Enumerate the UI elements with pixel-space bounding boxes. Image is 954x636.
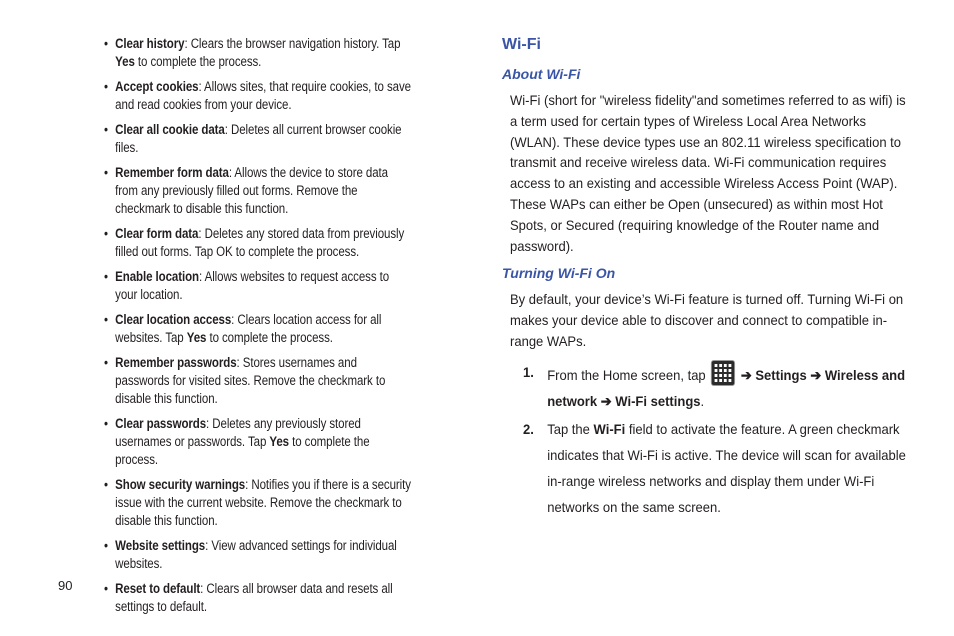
- about-heading: About Wi-Fi: [502, 66, 581, 82]
- wifi-section: [502, 35, 922, 524]
- page-number: 90: [58, 578, 73, 593]
- steps-list: [510, 360, 910, 521]
- list-item: • Clear history: Clears the browser navigation history. Tap Yes to complete the process.: [104, 35, 414, 71]
- list-item: • Enable location: Allows websites to request access to your location.: [104, 268, 414, 304]
- settings-bullet-list: [104, 35, 414, 623]
- list-item: • Clear passwords: Deletes any previously stored usernames or passwords. Tap Yes to complete the process.: [104, 415, 414, 469]
- list-item: • Reset to default: Clears all browser data and resets all settings to default.: [104, 580, 414, 616]
- apps-grid-icon: [711, 360, 735, 386]
- list-item: • Remember passwords: Stores usernames and passwords for visited sites. Remove the checkmark to disable this function.: [104, 354, 414, 408]
- list-item: • Clear location access: Clears location access for all websites. Tap Yes to complete the process.: [104, 311, 414, 347]
- list-item: • Clear form data: Deletes any stored data from previously filled out forms. Tap OK to complete the process.: [104, 225, 414, 261]
- step-item: 1. From the Home screen, tap ➔ Settings ➔ Wireless and network ➔ Wi-Fi settings.: [510, 360, 910, 415]
- list-item: • Show security warnings: Notifies you if there is a security issue with the current website. Remove the checkmark to disable this function.: [104, 476, 414, 530]
- step-item: 2. Tap the Wi-Fi field to activate the feature. A green checkmark indicates that Wi-Fi is active. The device will scan for available in-range wireless networks and display them under Wi-Fi networks on the same screen.: [523, 421, 906, 515]
- list-item: • Website settings: View advanced settings for individual websites.: [104, 537, 414, 573]
- list-item: • Accept cookies: Allows sites, that require cookies, to save and read cookies from your device.: [104, 78, 414, 114]
- list-item: • Remember form data: Allows the device to store data from any previously filled out forms. Remove the checkmark to disable this function.: [104, 164, 414, 218]
- list-item: • Clear all cookie data: Deletes all current browser cookie files.: [104, 121, 414, 157]
- turning-heading: Turning Wi-Fi On: [502, 265, 616, 282]
- turning-paragraph: By default, your device’s Wi-Fi feature is turned off. Turning Wi-Fi on makes your device able to discover and connect to compatible in-range WAPs.: [510, 291, 904, 349]
- section-heading: Wi-Fi: [502, 36, 541, 53]
- about-paragraph: Wi-Fi (short for "wireless fidelity"and sometimes referred to as wifi) is a term used for certain types of Wireless Local Area Networks (WLAN). These device types use an 802.11 wireless specification to transmit and receive wireless data. Wi-Fi communication requires access to an existing and accessible Wireless Access Point (WAP). These WAPs can either be Open (unsecured) as within most Hot Spots, or Secured (requiring knowledge of the Router name and password).: [510, 92, 906, 254]
